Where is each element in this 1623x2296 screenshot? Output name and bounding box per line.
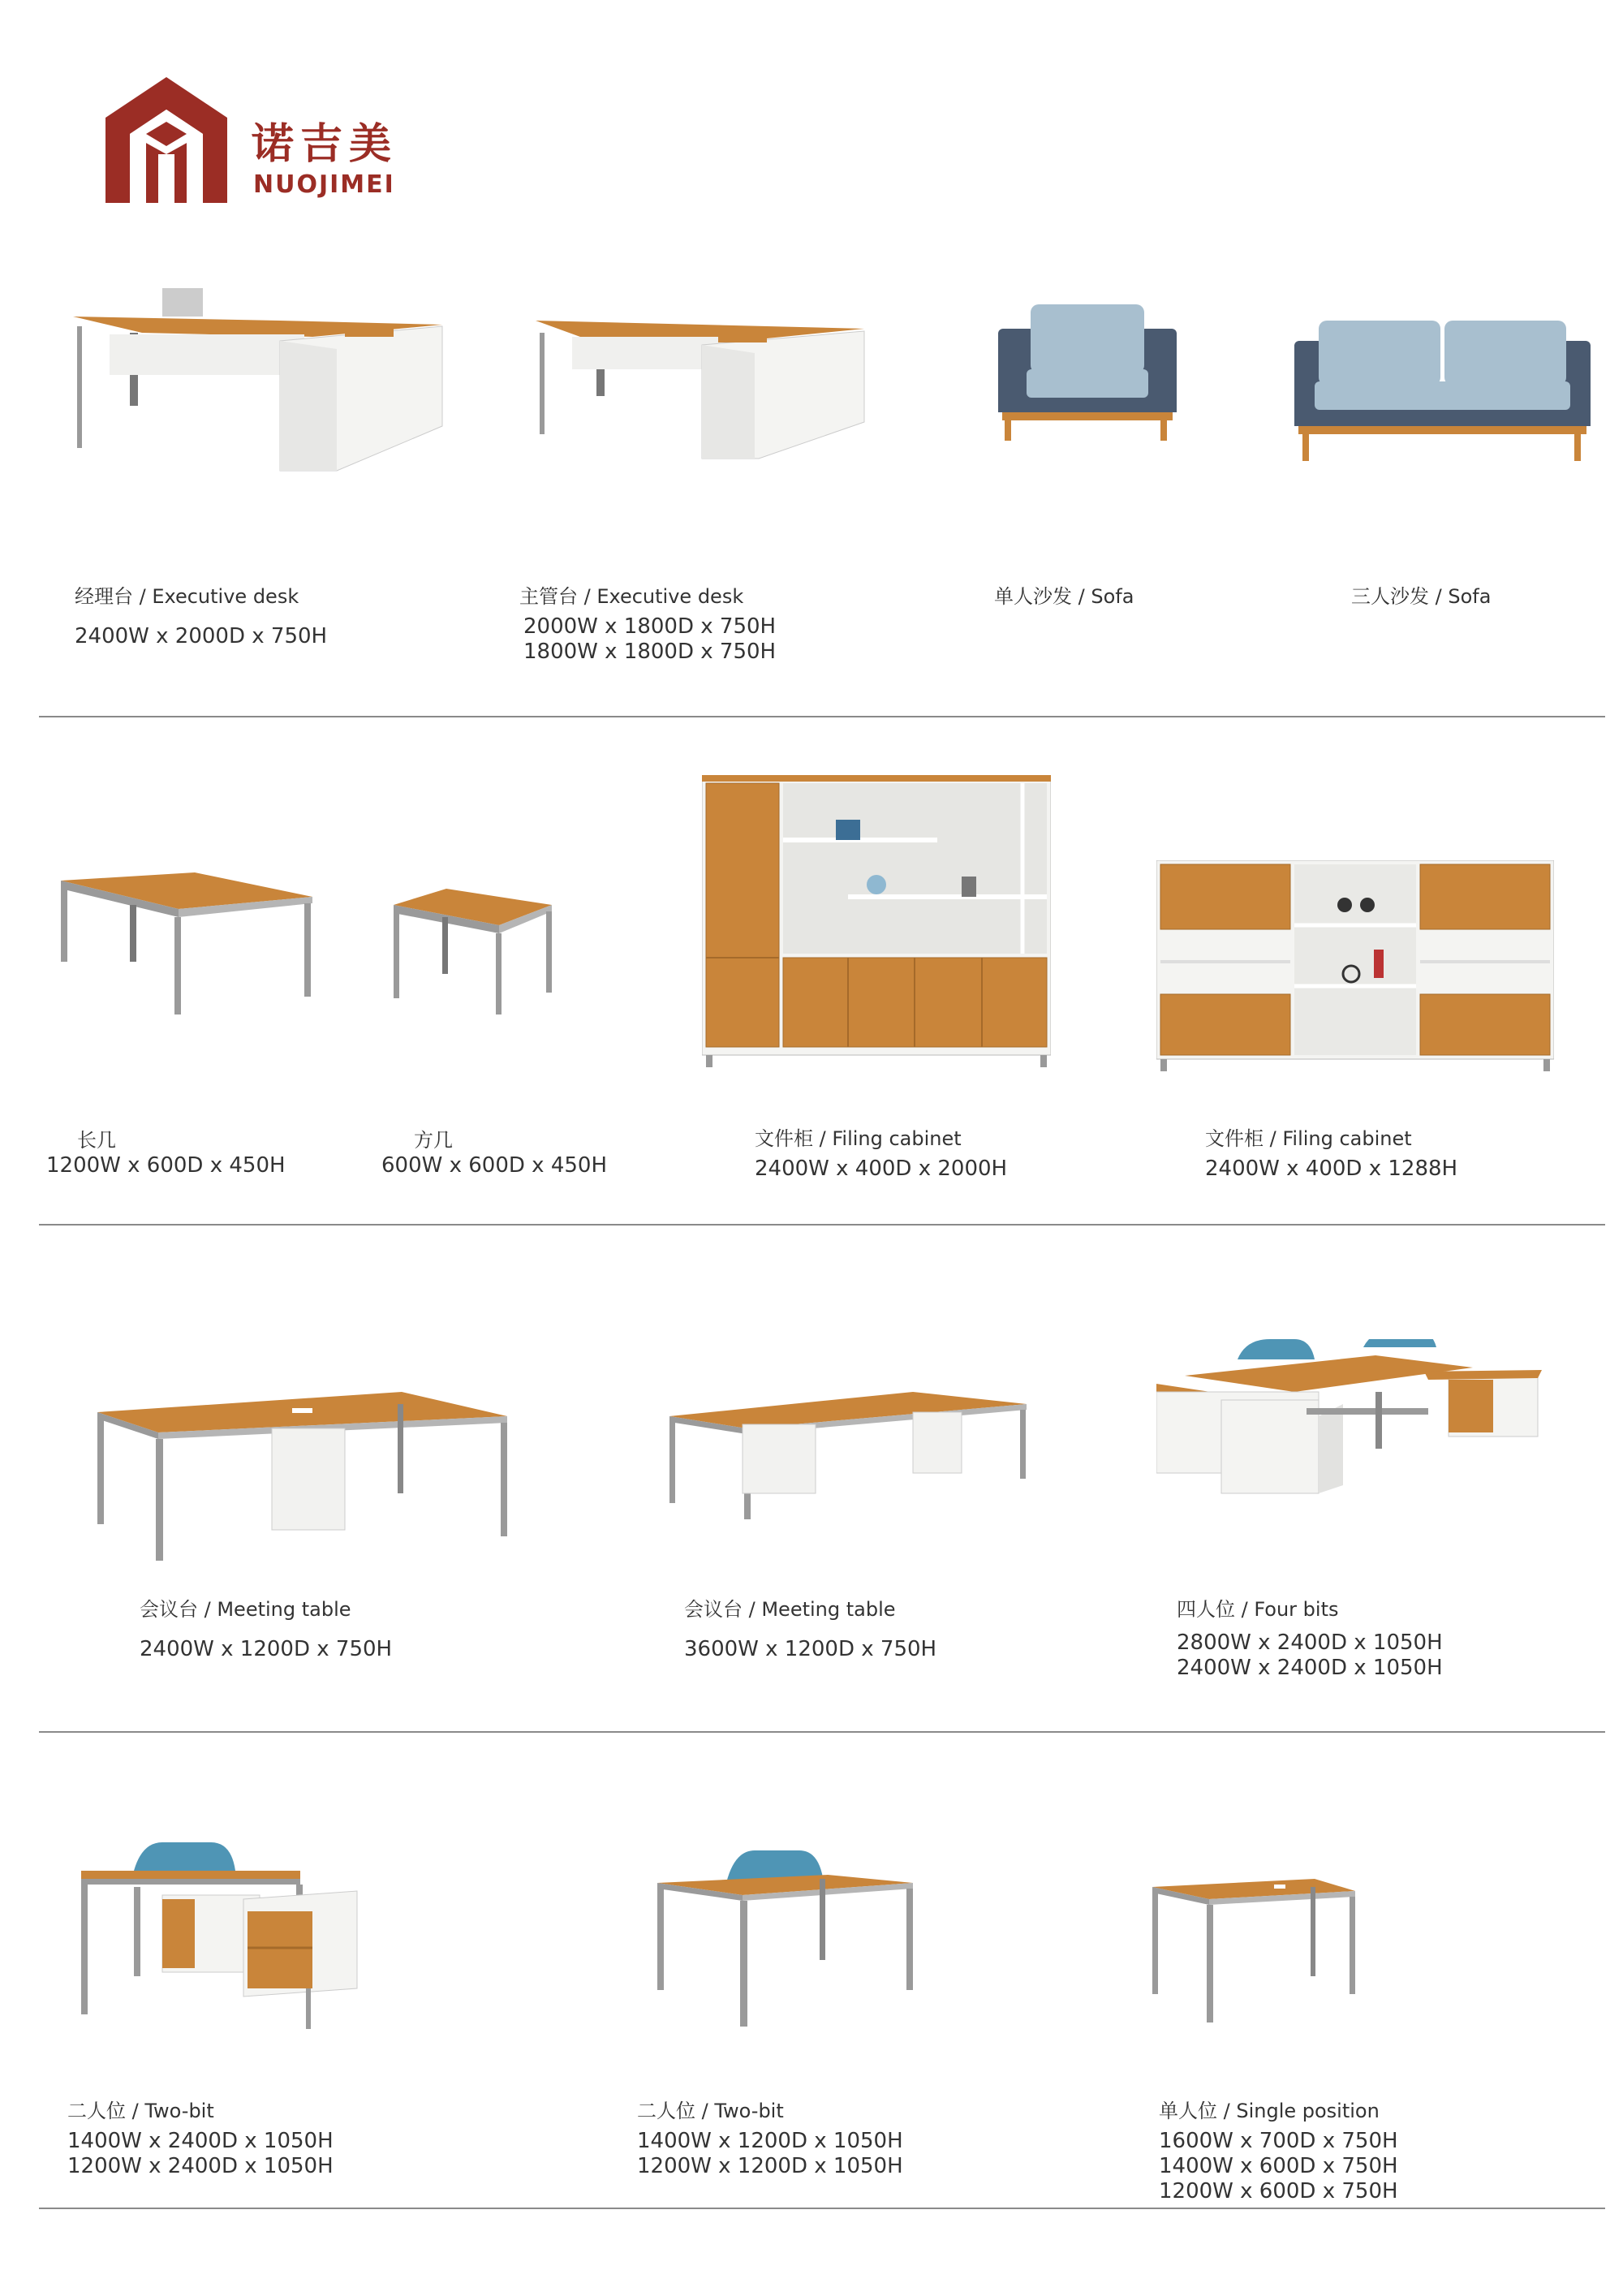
product-executive-desk-medium (532, 308, 872, 471)
workstation-illustration (81, 1838, 361, 2037)
caption-single-position-desk (1159, 2099, 1398, 2204)
product-long-coffee-table (57, 872, 316, 1019)
filing-cabinet-illustration (702, 775, 1051, 1067)
product-name: 四人位 / Four bits (1177, 1598, 1339, 1621)
section-divider (39, 716, 1605, 717)
coffee-table-illustration (57, 872, 316, 1019)
sofa-illustration (1294, 321, 1591, 463)
product-dimension: 600W x 600D x 450H (381, 1153, 607, 1178)
coffee-table-illustration (394, 889, 552, 1019)
meeting-table-illustration (669, 1392, 1027, 1522)
product-name: 长几 (77, 1129, 116, 1152)
product-dimension: 3600W x 1200D x 750H (684, 1637, 937, 1661)
product-two-bit-workstation (657, 1846, 913, 2033)
sofa-illustration (998, 304, 1177, 442)
product-dimension: 2400W x 400D x 2000H (755, 1157, 1008, 1181)
product-square-coffee-table (394, 889, 552, 1019)
product-dimension: 1800W x 1800D x 750H (523, 640, 777, 664)
section-divider (39, 2208, 1605, 2209)
caption-single-sofa (994, 584, 1134, 614)
product-dimension: 1400W x 600D x 750H (1159, 2154, 1398, 2178)
product-name: 方几 (414, 1129, 453, 1152)
caption-executive-desk-large (75, 584, 327, 649)
product-name: 会议台 / Meeting table (140, 1598, 351, 1621)
product-four-bit-workstation (1156, 1339, 1546, 1526)
product-dimension: 2400W x 400D x 1288H (1205, 1157, 1458, 1181)
product-low-filing-cabinet (1156, 860, 1554, 1071)
product-dimension: 1200W x 2400D x 1050H (67, 2154, 334, 2178)
product-name: 单人沙发 / Sofa (994, 585, 1134, 608)
product-meeting-table-3600 (669, 1392, 1027, 1522)
workstation-illustration (657, 1846, 913, 2033)
product-dimension: 1600W x 700D x 750H (1159, 2129, 1398, 2153)
product-meeting-table-2400 (97, 1392, 507, 1562)
product-dimension: 1400W x 2400D x 1050H (67, 2129, 334, 2153)
product-name: 单人位 / Single position (1159, 2100, 1380, 2122)
product-name: 二人位 / Two-bit (67, 2100, 214, 2122)
product-name: 二人位 / Two-bit (637, 2100, 784, 2122)
executive-desk-illustration (532, 308, 872, 471)
product-dimension: 1200W x 600D x 750H (1159, 2179, 1398, 2203)
house-logo-icon (97, 73, 235, 211)
caption-long-coffee-table (46, 1128, 286, 1178)
product-two-bit-workstation-cabinet (81, 1838, 361, 2037)
workstation-illustration (1156, 1339, 1546, 1526)
product-single-sofa (998, 304, 1177, 442)
caption-executive-desk-medium (519, 584, 776, 665)
meeting-table-illustration (97, 1392, 507, 1562)
product-name: 三人沙发 / Sofa (1351, 585, 1492, 608)
product-dimension: 2400W x 1200D x 750H (140, 1637, 393, 1661)
caption-meeting-table-3600 (684, 1597, 936, 1662)
caption-three-seat-sofa (1351, 584, 1491, 614)
caption-square-coffee-table (381, 1128, 607, 1178)
product-name: 文件柜 / Filing cabinet (755, 1127, 962, 1150)
brand-name-en: NUOJIMEI (253, 170, 395, 199)
desk-illustration (1152, 1879, 1355, 2025)
product-executive-desk-large (69, 276, 450, 479)
product-dimension: 1200W x 1200D x 1050H (637, 2154, 903, 2178)
caption-two-bit-workstation-cabinet (67, 2099, 334, 2179)
product-dimension: 2400W x 2000D x 750H (75, 624, 328, 648)
caption-four-bit-workstation (1177, 1597, 1443, 1681)
product-three-seat-sofa (1294, 321, 1591, 463)
product-dimension: 2000W x 1800D x 750H (523, 614, 777, 639)
caption-tall-filing-cabinet (755, 1126, 1007, 1182)
caption-low-filing-cabinet (1205, 1126, 1457, 1182)
caption-meeting-table-2400 (140, 1597, 392, 1662)
brand-name-cn: 诺吉美 (252, 120, 398, 169)
caption-two-bit-workstation (637, 2099, 903, 2179)
product-name: 主管台 / Executive desk (519, 585, 744, 608)
product-dimension: 1200W x 600D x 450H (46, 1153, 286, 1178)
product-dimension: 2400W x 2400D x 1050H (1177, 1656, 1443, 1680)
section-divider (39, 1224, 1605, 1226)
product-name: 文件柜 / Filing cabinet (1205, 1127, 1412, 1150)
executive-desk-illustration (69, 276, 450, 479)
filing-cabinet-illustration (1156, 860, 1554, 1071)
product-single-position-desk (1152, 1879, 1355, 2025)
product-name: 会议台 / Meeting table (684, 1598, 896, 1621)
product-tall-filing-cabinet (702, 775, 1051, 1067)
product-dimension: 2800W x 2400D x 1050H (1177, 1630, 1443, 1655)
section-divider (39, 1731, 1605, 1733)
product-name: 经理台 / Executive desk (75, 585, 299, 608)
product-dimension: 1400W x 1200D x 1050H (637, 2129, 903, 2153)
